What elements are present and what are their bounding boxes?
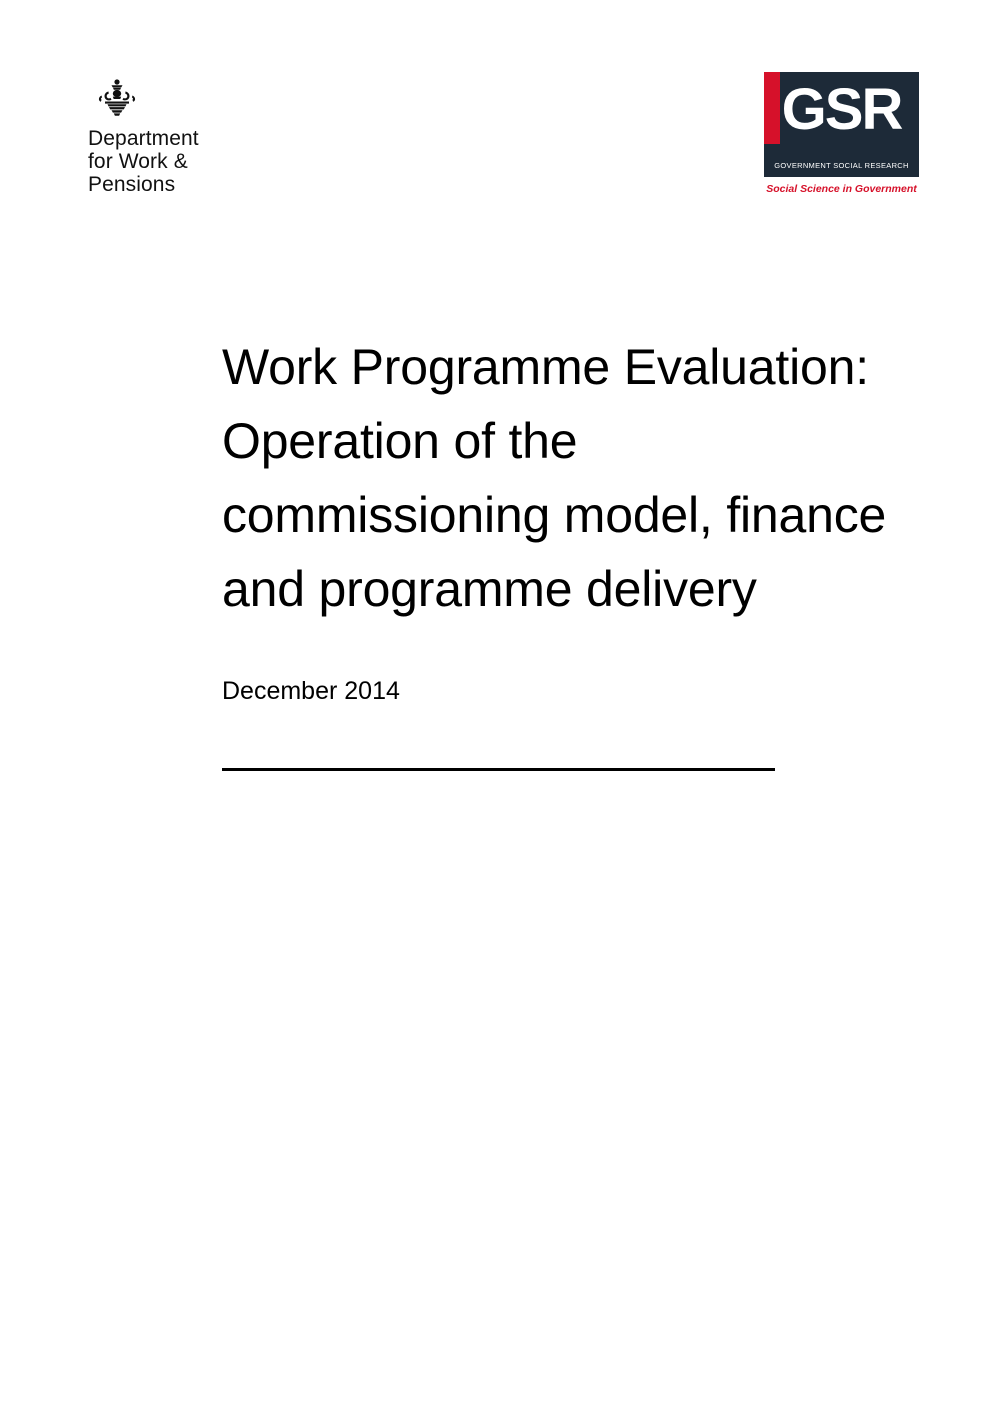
gsr-logo-subtitle: GOVERNMENT SOCIAL RESEARCH: [774, 161, 909, 170]
title-block: [222, 330, 902, 771]
dwp-logo-line-1: Department: [88, 127, 199, 150]
page-title: Work Programme Evaluation: Operation of the commissioning model, finance and programme delivery: [222, 339, 887, 617]
document-date: December 2014: [222, 677, 400, 705]
dwp-logo-text: [88, 127, 348, 196]
dwp-logo: [88, 78, 348, 196]
gsr-logo-letters: GSR: [781, 77, 902, 142]
dwp-logo-line-2: for Work &: [88, 150, 188, 173]
gsr-logo-box: [764, 72, 919, 177]
title-divider: [222, 768, 775, 771]
dwp-logo-line-3: Pensions: [88, 173, 176, 196]
gsr-logo-tagline: Social Science in Government: [766, 183, 917, 195]
royal-crest-icon: [96, 78, 138, 118]
gsr-logo: [764, 72, 919, 195]
